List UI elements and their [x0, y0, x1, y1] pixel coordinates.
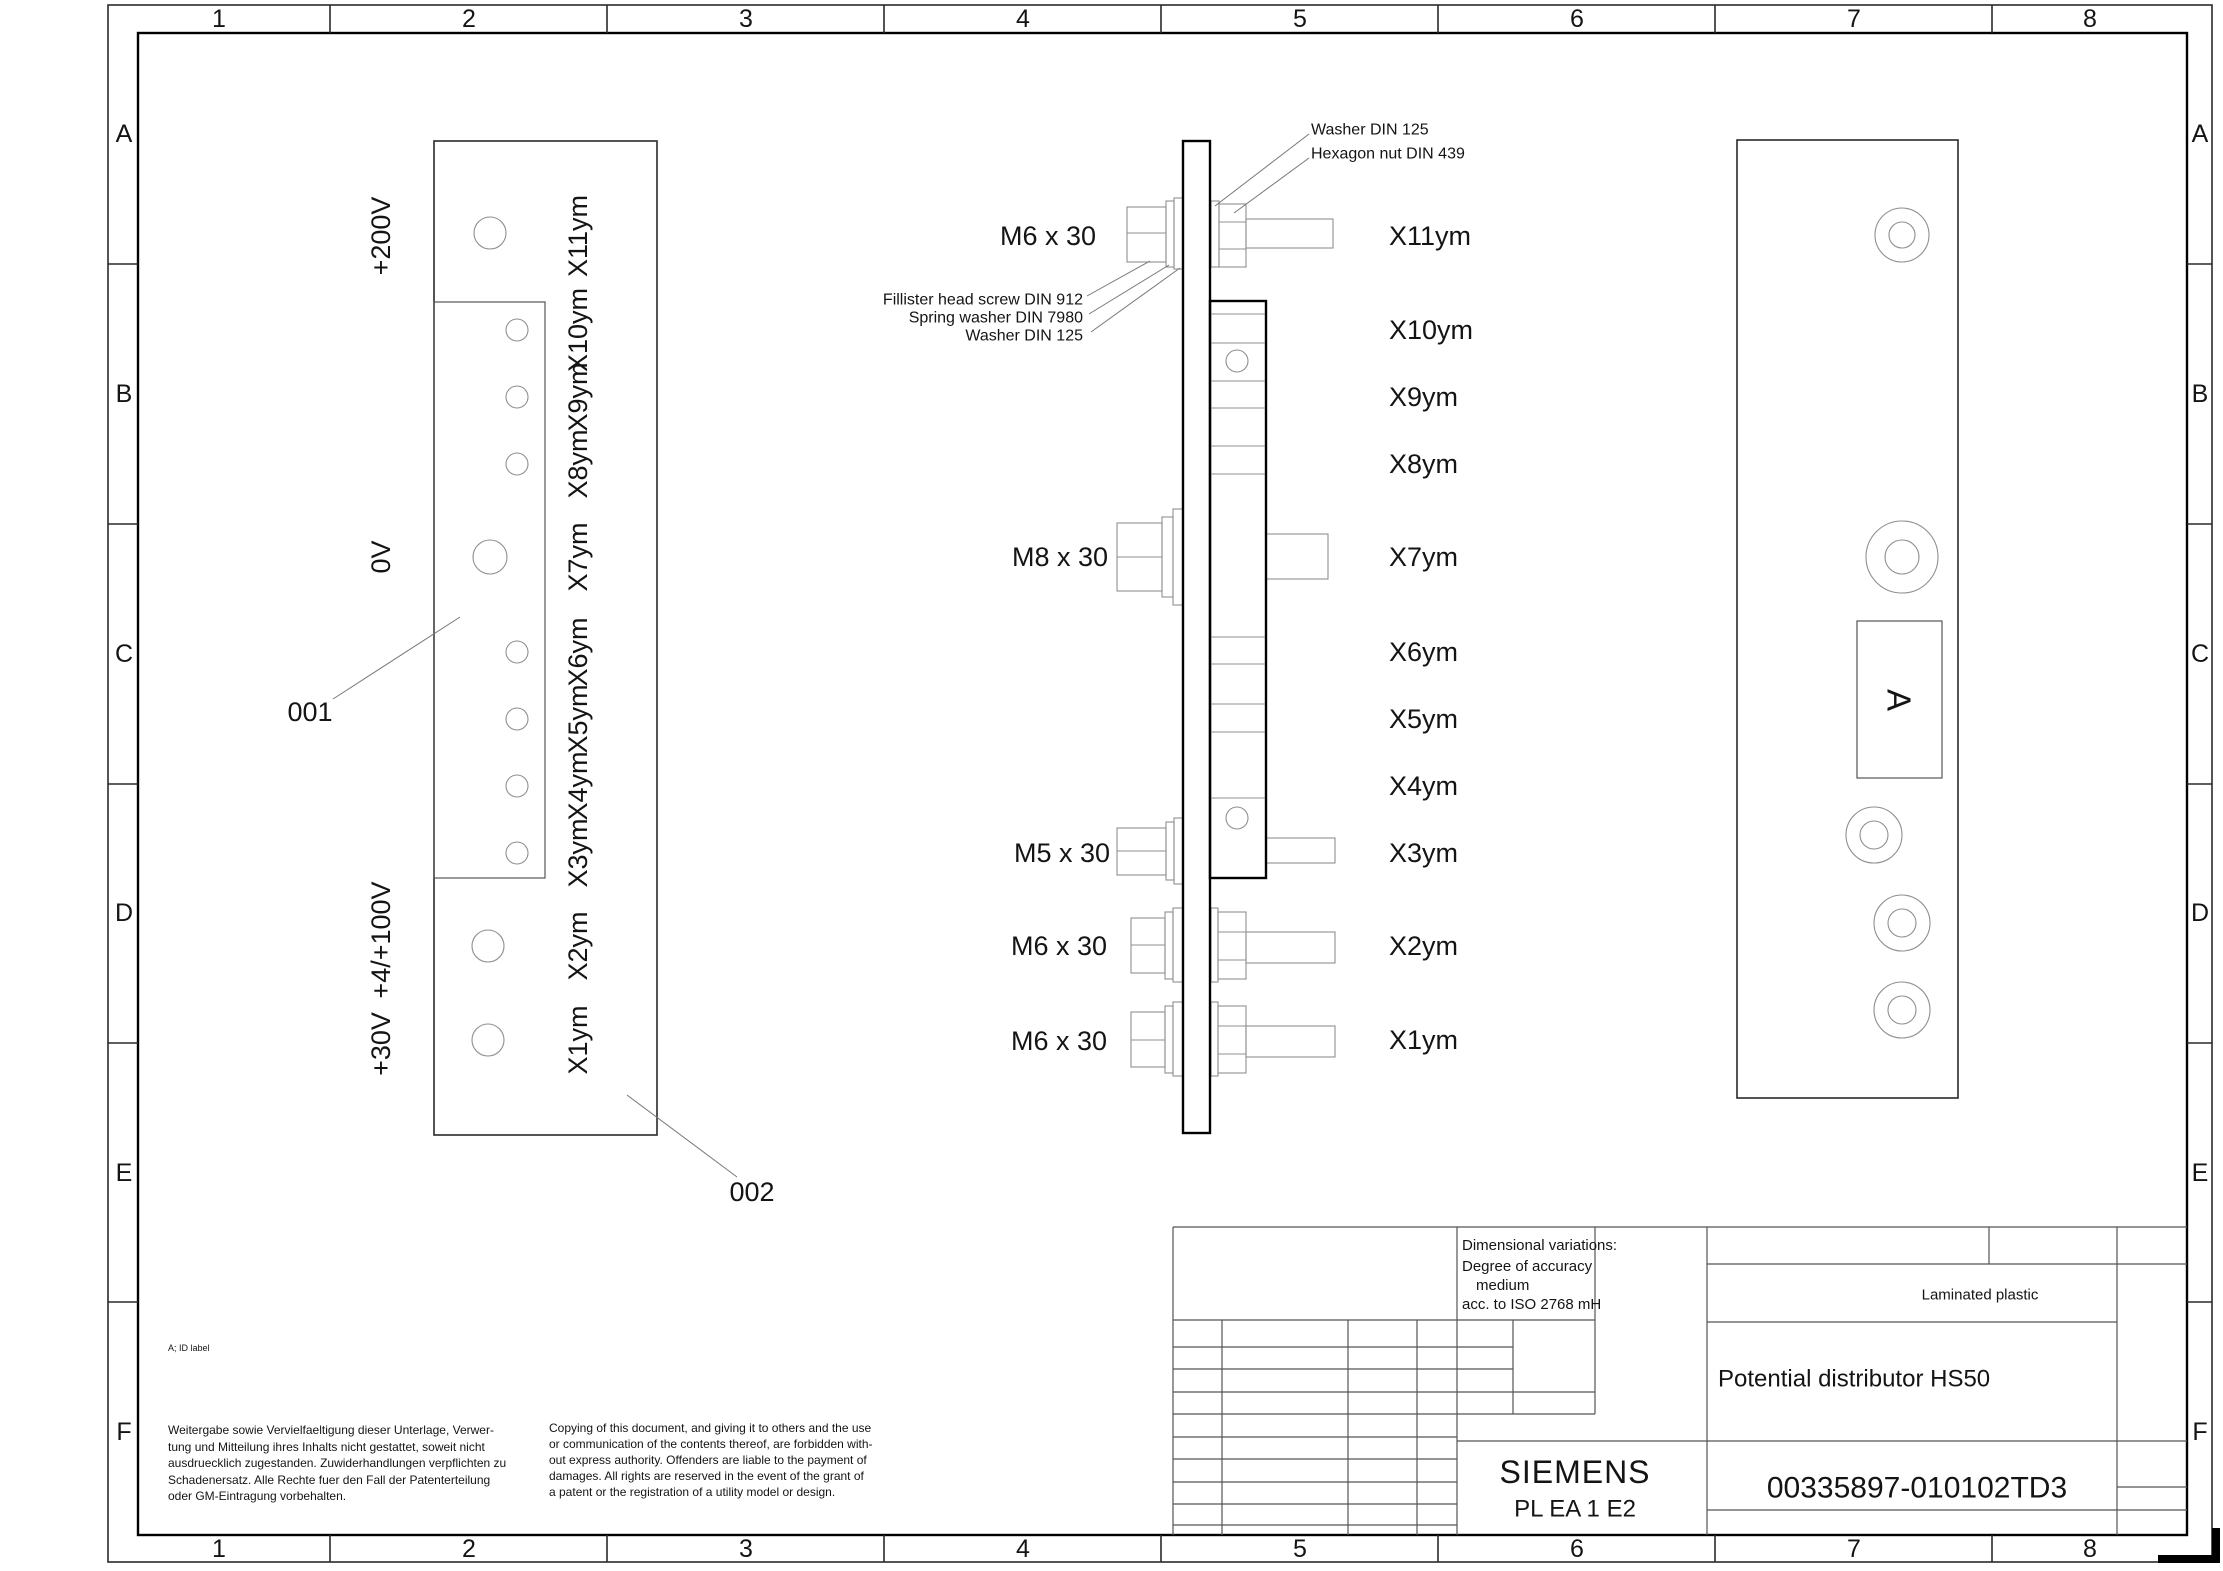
terminal-hole — [472, 930, 504, 962]
terminal-label: X7ym — [563, 522, 593, 592]
notes — [168, 1343, 873, 1503]
threaded-shaft — [1246, 219, 1333, 248]
screw-size-label: M6 x 30 — [999, 221, 1097, 251]
terminal-hole — [473, 540, 507, 574]
callout-washer-top: Washer DIN 125 — [1311, 121, 1429, 139]
terminal-hole — [506, 453, 528, 475]
screw-size-label: M6 x 30 — [1010, 931, 1108, 961]
company-logo: SIEMENS — [1499, 1454, 1651, 1490]
terminal-label: X4ym — [563, 751, 593, 821]
hexagon-nut — [1218, 912, 1246, 979]
screw-assembly-m5-x3 — [1117, 818, 1335, 884]
washer — [1173, 908, 1183, 982]
screw-assembly-m6-x11 — [1127, 198, 1333, 269]
block-hole — [1226, 807, 1248, 829]
column-labels-top — [212, 5, 2097, 33]
spring-washer — [1165, 1006, 1173, 1073]
voltage-label: +4/+100V — [366, 881, 396, 999]
terminal-label: X10ym — [563, 287, 593, 373]
col-label-bottom-7: 7 — [1847, 1535, 1861, 1563]
screw-assembly-m6-x2 — [1131, 908, 1335, 982]
hole-outer — [1846, 807, 1902, 863]
terminal-hole — [506, 319, 528, 341]
row-label-left-e: E — [115, 1159, 133, 1187]
row-labels-right — [2191, 120, 2209, 1446]
edge-view — [883, 122, 1473, 1134]
legal-text-german — [168, 1423, 506, 1503]
terminal-label: X5ym — [563, 684, 593, 754]
terminal-label: X1ym — [1389, 1025, 1459, 1055]
front-view — [287, 141, 774, 1207]
hole-outer — [1874, 895, 1930, 951]
screw-size-label: M6 x 30 — [1010, 1026, 1108, 1056]
hexagon-nut — [1218, 1006, 1246, 1073]
legal-line: out express authority. Offenders are liable to the payment of — [549, 1453, 867, 1467]
title-block — [1173, 1227, 2187, 1535]
col-label-top-3: 3 — [739, 5, 753, 33]
col-label-top-8: 8 — [2083, 5, 2097, 33]
part-number: 00335897-010102TD3 — [1766, 1471, 2068, 1505]
spring-washer — [1166, 822, 1174, 880]
washer — [1211, 908, 1218, 982]
terminal-label: X9ym — [1389, 382, 1459, 412]
inner-border — [138, 33, 2187, 1535]
row-label-right-b: B — [2191, 380, 2209, 408]
legal-line: Copying of this document, and giving it to others and the use — [549, 1421, 872, 1435]
voltage-label: 0V — [366, 540, 396, 574]
threaded-shaft — [1266, 534, 1328, 579]
section-label: A — [1880, 688, 1918, 712]
dimensional-line: Degree of accuracy — [1462, 1258, 1593, 1275]
terminal-label: X2ym — [563, 911, 593, 981]
col-label-top-5: 5 — [1293, 5, 1307, 33]
terminal-block-outline — [1210, 301, 1266, 878]
dimensional-variations-note — [1462, 1237, 1617, 1313]
washer — [1211, 201, 1219, 267]
legal-line: tung und Mitteilung ihres Inhalts nicht gestattet, soweit nicht — [168, 1440, 485, 1454]
department-code: PL EA 1 E2 — [1514, 1495, 1636, 1523]
hole-outer — [1875, 208, 1929, 262]
outer-border — [108, 5, 2212, 1562]
col-label-top-6: 6 — [1570, 5, 1584, 33]
terminal-label: X8ym — [1389, 449, 1459, 479]
drawing-title: Potential distributor HS50 — [1718, 1365, 1991, 1393]
row-label-right-e: E — [2191, 1159, 2209, 1187]
inner-plate-outline — [434, 302, 545, 878]
nut-flat-lines — [1218, 1026, 1246, 1054]
row-label-left-b: B — [115, 380, 133, 408]
row-label-right-f: F — [2192, 1418, 2208, 1446]
washer — [1174, 818, 1183, 884]
row-label-right-a: A — [2191, 120, 2209, 148]
leader-washer-top — [1215, 134, 1309, 206]
threaded-shaft — [1246, 1026, 1335, 1057]
screw-size-label: M5 x 30 — [1013, 838, 1111, 868]
washer — [1173, 1002, 1183, 1076]
leader-hex-nut — [1234, 158, 1309, 213]
terminal-label: X3ym — [563, 818, 593, 888]
terminal-label: X9ym — [563, 362, 593, 432]
terminal-hole — [506, 842, 528, 864]
hole-inner — [1888, 996, 1916, 1024]
col-label-bottom-3: 3 — [739, 1535, 753, 1563]
terminal-label: X11ym — [1389, 221, 1472, 251]
frame-ticks — [108, 5, 2212, 1562]
legal-line: a patent or the registration of a utility model or design. — [549, 1485, 836, 1499]
hole-inner — [1860, 821, 1888, 849]
terminal-label: X11ym — [563, 194, 593, 278]
sheet-frame — [108, 5, 2220, 1563]
col-label-bottom-2: 2 — [462, 1535, 476, 1563]
callout-hex-nut: Hexagon nut DIN 439 — [1311, 145, 1465, 163]
column-labels-bottom — [212, 1535, 2097, 1563]
col-label-bottom-4: 4 — [1016, 1535, 1030, 1563]
terminal-hole — [472, 1024, 504, 1056]
front-terminal-labels — [563, 195, 593, 1075]
leader-washer-bottom — [1091, 268, 1180, 332]
terminal-hole — [506, 641, 528, 663]
rear-plate-holes — [1846, 208, 1938, 1038]
row-labels-left — [115, 120, 133, 1446]
screw-head — [1127, 207, 1166, 262]
row-label-left-a: A — [115, 120, 133, 148]
hexagon-nut — [1219, 204, 1246, 267]
terminal-label: X8ym — [563, 429, 593, 499]
col-label-bottom-1: 1 — [212, 1535, 226, 1563]
dimensional-line: acc. to ISO 2768 mH — [1462, 1296, 1602, 1313]
terminal-hole — [506, 386, 528, 408]
legal-text-english — [549, 1421, 873, 1499]
leader-line-001 — [333, 617, 460, 699]
spring-washer — [1165, 912, 1173, 979]
screw-assembly-m8-x7 — [1117, 509, 1328, 605]
row-label-left-d: D — [114, 899, 134, 927]
threaded-shaft — [1246, 932, 1335, 963]
col-label-bottom-8: 8 — [2083, 1535, 2097, 1563]
legal-line: ausdruecklich zugestanden. Zuwiderhandlungen verpflichten zu — [168, 1456, 507, 1470]
col-label-bottom-6: 6 — [1570, 1535, 1584, 1563]
hole-inner — [1885, 540, 1919, 574]
nut-flat-lines — [1218, 932, 1246, 960]
screw-size-label: M8 x 30 — [1011, 542, 1109, 572]
block-hole — [1226, 350, 1248, 372]
voltage-labels — [366, 197, 396, 1076]
spring-washer — [1162, 517, 1173, 597]
leader-line-002 — [627, 1095, 737, 1177]
terminal-label: X7ym — [1389, 542, 1459, 572]
legal-line: damages. All rights are reserved in the event of the grant of — [549, 1469, 864, 1483]
row-label-left-c: C — [114, 640, 134, 668]
washer — [1174, 198, 1183, 269]
row-label-left-f: F — [116, 1418, 132, 1446]
col-label-top-1: 1 — [212, 5, 226, 33]
callout-fillister: Fillister head screw DIN 912 — [882, 291, 1083, 309]
voltage-label: +200V — [366, 196, 396, 276]
balloon-001: 001 — [287, 697, 333, 727]
legal-line: Weitergabe sowie Vervielfaeltigung dieser Unterlage, Verwer- — [168, 1423, 494, 1437]
terminal-label: X2ym — [1389, 931, 1459, 961]
leader-fillister — [1087, 261, 1150, 296]
rear-view — [1737, 140, 1958, 1098]
legal-line: Schadenersatz. Alle Rechte fuer den Fall der Patenterteilung — [168, 1473, 491, 1487]
washer — [1173, 509, 1183, 605]
washer — [1211, 1002, 1218, 1076]
plate-edge-outline — [1183, 141, 1210, 1133]
col-label-top-7: 7 — [1847, 5, 1861, 33]
terminal-label: X6ym — [1389, 637, 1459, 667]
threaded-shaft — [1266, 838, 1335, 863]
block-segment-lines — [1211, 314, 1265, 798]
screw-assembly-m6-x1 — [1131, 1002, 1335, 1076]
col-label-bottom-5: 5 — [1293, 1535, 1307, 1563]
terminal-label: X6ym — [563, 617, 593, 687]
id-note: A; ID label — [168, 1343, 210, 1353]
dimensional-line: medium — [1476, 1277, 1530, 1294]
col-label-top-4: 4 — [1016, 5, 1030, 33]
terminal-label: X10ym — [1389, 315, 1474, 345]
terminal-label: X1ym — [563, 1005, 593, 1075]
row-label-right-d: D — [2190, 899, 2210, 927]
col-label-top-2: 2 — [462, 5, 476, 33]
balloon-002: 002 — [729, 1177, 775, 1207]
terminal-hole — [474, 217, 506, 249]
rear-plate-outline — [1737, 140, 1958, 1098]
terminal-label: X4ym — [1389, 771, 1459, 801]
nut-flat-lines — [1219, 222, 1246, 249]
terminal-label: X5ym — [1389, 704, 1459, 734]
trim-mark — [2158, 1528, 2220, 1562]
hole-outer — [1866, 521, 1938, 593]
hole-outer — [1874, 982, 1930, 1038]
hole-inner — [1889, 222, 1915, 248]
front-plate-holes — [472, 217, 528, 1056]
voltage-label: +30V — [366, 1012, 396, 1076]
row-label-right-c: C — [2190, 640, 2210, 668]
material-label: Laminated plastic — [1921, 1286, 2039, 1304]
legal-line: oder GM-Eintragung vorbehalten. — [168, 1489, 347, 1503]
spring-washer — [1166, 201, 1174, 267]
legal-line: or communication of the contents thereof, are forbidden with- — [549, 1437, 873, 1451]
callout-washer-bottom: Washer DIN 125 — [965, 327, 1083, 345]
terminal-label: X3ym — [1389, 838, 1459, 868]
dimensional-line: Dimensional variations: — [1462, 1237, 1618, 1254]
terminal-hole — [506, 708, 528, 730]
edge-terminal-labels — [1389, 221, 1473, 1055]
hole-inner — [1888, 909, 1916, 937]
terminal-hole — [506, 775, 528, 797]
screw-size-labels — [1000, 221, 1110, 1056]
callout-spring-washer: Spring washer DIN 7980 — [908, 309, 1083, 327]
